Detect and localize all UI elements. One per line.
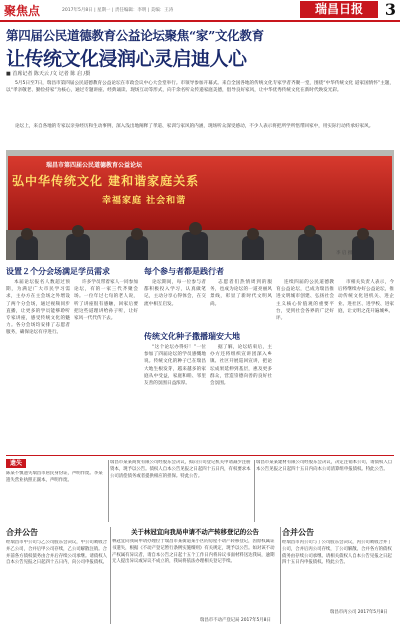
section-title: 聚焦点 — [4, 4, 41, 18]
property-notice-title: 关于林冠宜向我局申请不动产转移登记的公告 — [131, 528, 259, 536]
body-column-3: 论坛期间，每一位参与者都积极投入学习，认真做笔记，主动分享心得体会，在交流中相互启发。 — [144, 280, 206, 307]
body-column-4: 志愿者们热情周到的服务，也成为论坛的一道亮丽风景线，彰显了新时代文明风尚。 — [210, 280, 272, 307]
column-divider — [108, 460, 109, 522]
dateline: 2017年5月8日 | 星期一 | 责任编辑：李明 | 美编：王涛 — [62, 8, 174, 13]
merger-notice-body: 经瑞昌市甲公司与乙公司股东会决议，甲公司吸收合并乙公司，合并后甲公司存续，乙公司解散注销。合并前各方债权债务由合并后存续公司承继。请债权人自本公告见报之日起四十五日内，向公司申报债权。 — [6, 540, 107, 566]
lost-notice: 陈某不慎遗失瑞昌市居民身份证，声明作废。李某遗失营业执照正副本，声明作废。 — [6, 471, 103, 483]
page-number: 3 — [384, 0, 396, 19]
section-divider — [6, 455, 394, 456]
backdrop-top-text: 瑞昌市第四届公民道德教育公益论坛 — [46, 162, 143, 169]
body-column-8: 据了解，论坛结束后，主办方还将组织宣讲团深入乡镇、社区开展巡回宣讲，把论坛成果延伸到基层，惠及更多群众，营造崇德向善的良好社会氛围。 — [210, 345, 272, 387]
body-column-2: 许多学员带着家人一同参加论坛，有的一家三代齐聚会场。一位年过七旬的老人说，听了讲座很有感触，回家后要把这些道理讲给孙子听，让好家风一代代传下去。 — [74, 280, 138, 322]
kicker-headline: 第四届公民道德教育公益论坛聚焦“家”文化教育 — [6, 28, 264, 43]
audience-head — [72, 225, 84, 237]
audience-head — [304, 225, 316, 237]
newspaper-logo: 瑞昌日报 — [300, 1, 378, 18]
backdrop-slogan: 弘中华传统文化 建和谐家庭关系 — [12, 174, 200, 188]
merger-notice-title: 合并公告 — [6, 527, 38, 537]
byline: ■ 首席记者 陈天云 /文 记者 陈 启 /摄 — [6, 71, 91, 77]
column-divider — [254, 460, 255, 522]
audience-head — [131, 228, 143, 240]
subheading-3: 传统文化种子撒播瑞安大地 — [144, 331, 240, 341]
property-notice-signature: 瑞昌市不动产登记局 2017年5月8日 — [200, 618, 271, 623]
body-column-1: 本届论坛报名人数超过预期，为满足广大市民学习需求，主办方在主会场之外增设了两个分会场，通过视频同步直播，让更多的学员能够聆听专家讲座，感受传统文化的魅力。各分会场均安排了志愿者服务，确保论坛有序进行。 — [6, 280, 70, 336]
merger-notice-body-2: 经瑞昌市丙公司与丁公司股东会决议，丙公司吸收合并丁公司，合并后丙公司存续，丁公司解散。合并各方的债权债务由存续公司承继。请相关债权人自本公告见报之日起四十五日内申报债权。特此公告。 — [282, 540, 392, 566]
audience-person — [66, 234, 90, 260]
merger-notice-title-2: 合并公告 — [282, 527, 314, 537]
main-headline: 让传统文化浸润心灵启迪人心 — [6, 48, 247, 70]
lead-paragraph-2: 论坛上，来自各地的专家以亲身经历和生动事例，深入浅出地阐释了孝道、家训与家风的内涵，现场听众深受感动，不少人表示将把所学所悟带回家中，用实际行动传承好家风。 — [15, 124, 374, 129]
lost-notice-tag: 遗失 — [6, 459, 26, 468]
subheading-2: 每个参与者都是践行者 — [144, 266, 224, 276]
column-divider — [110, 527, 111, 624]
deregistration-notice: 瑞昌市某某建材有限公司经股东会决议，决定注销本公司，请债权人自本公告见报之日起四十五日内向本公司清算组申报债权。特此公告。 — [256, 460, 393, 472]
audience-person — [182, 232, 208, 260]
body-column-7: “这个论坛办得好！”一位参加了四届论坛的学员感慨地说。传统文化的种子已在瑞昌大地生根发芽，越来越多的家庭从中受益，家庭和睦、邻里友善的氛围日益浓厚。 — [144, 345, 206, 387]
audience-head — [21, 228, 33, 240]
event-photo — [6, 150, 394, 260]
photo-credit: 李 启 摄 — [336, 251, 353, 256]
property-notice-body: 林冠宜向我局申请办理位于瑞昌市某街道某小区的房屋不动产转移登记，因原权属证书遗失，根据《不动产登记暂行条例实施细则》有关规定，现予以公告。如对该不动产权属有异议者，请自本公告之日起十五个工作日内将异议书面材料送达我局，逾期无人提出异议或异议不成立的，我局将依法办理相关登记手续。 — [112, 539, 275, 565]
body-column-5: 连续四届的公民道德教育公益论坛，已成为瑞昌推进文明城市创建、弘扬社会主义核心价值观的重要平台，受到社会各界的广泛好评。 — [276, 280, 334, 322]
audience-head — [189, 222, 202, 235]
audience-head — [357, 228, 369, 240]
audience-head — [247, 228, 259, 240]
audience-person — [298, 234, 322, 260]
subheading-1: 设置２个分会场满足学员需求 — [6, 266, 110, 276]
backdrop-subslogan: 幸福家庭 社会和谐 — [102, 196, 187, 206]
body-column-6: 市相关负责人表示，今后将继续办好公益论坛，推动传统文化进机关、进企业、进社区、进学校、进家庭，让文明之花开遍城乡。 — [338, 280, 394, 314]
merger-notice-signature: 瑞昌市丙公司 2017年5月8日 — [330, 610, 388, 615]
column-divider — [280, 527, 281, 624]
capital-reduction-notice: 瑞昌市某某商贸有限公司经股东会决议，拟向公司登记机关申请减少注册资本，现予以公告。债权人自本公告见报之日起四十五日内，有权要求本公司清偿债务或者提供相应的担保。特此公告。 — [110, 460, 251, 479]
lead-paragraph: 5月5日至7日，瑞昌市第四届公民道德教育公益论坛在市政会议中心大会堂举行。市领导参加开幕式。来自全国各地的传统文化专家学者齐聚一堂，围绕“中华传统文化 道家国情怀”主题，以“孝亲敬老、勤俭持家”为核心，通过专题讲座、经典诵读、现场互动等形式，向千余名听众传递家庭美德，倡导良好家风，让中华优秀传统文化在新时代焕发光彩。 — [6, 81, 394, 94]
